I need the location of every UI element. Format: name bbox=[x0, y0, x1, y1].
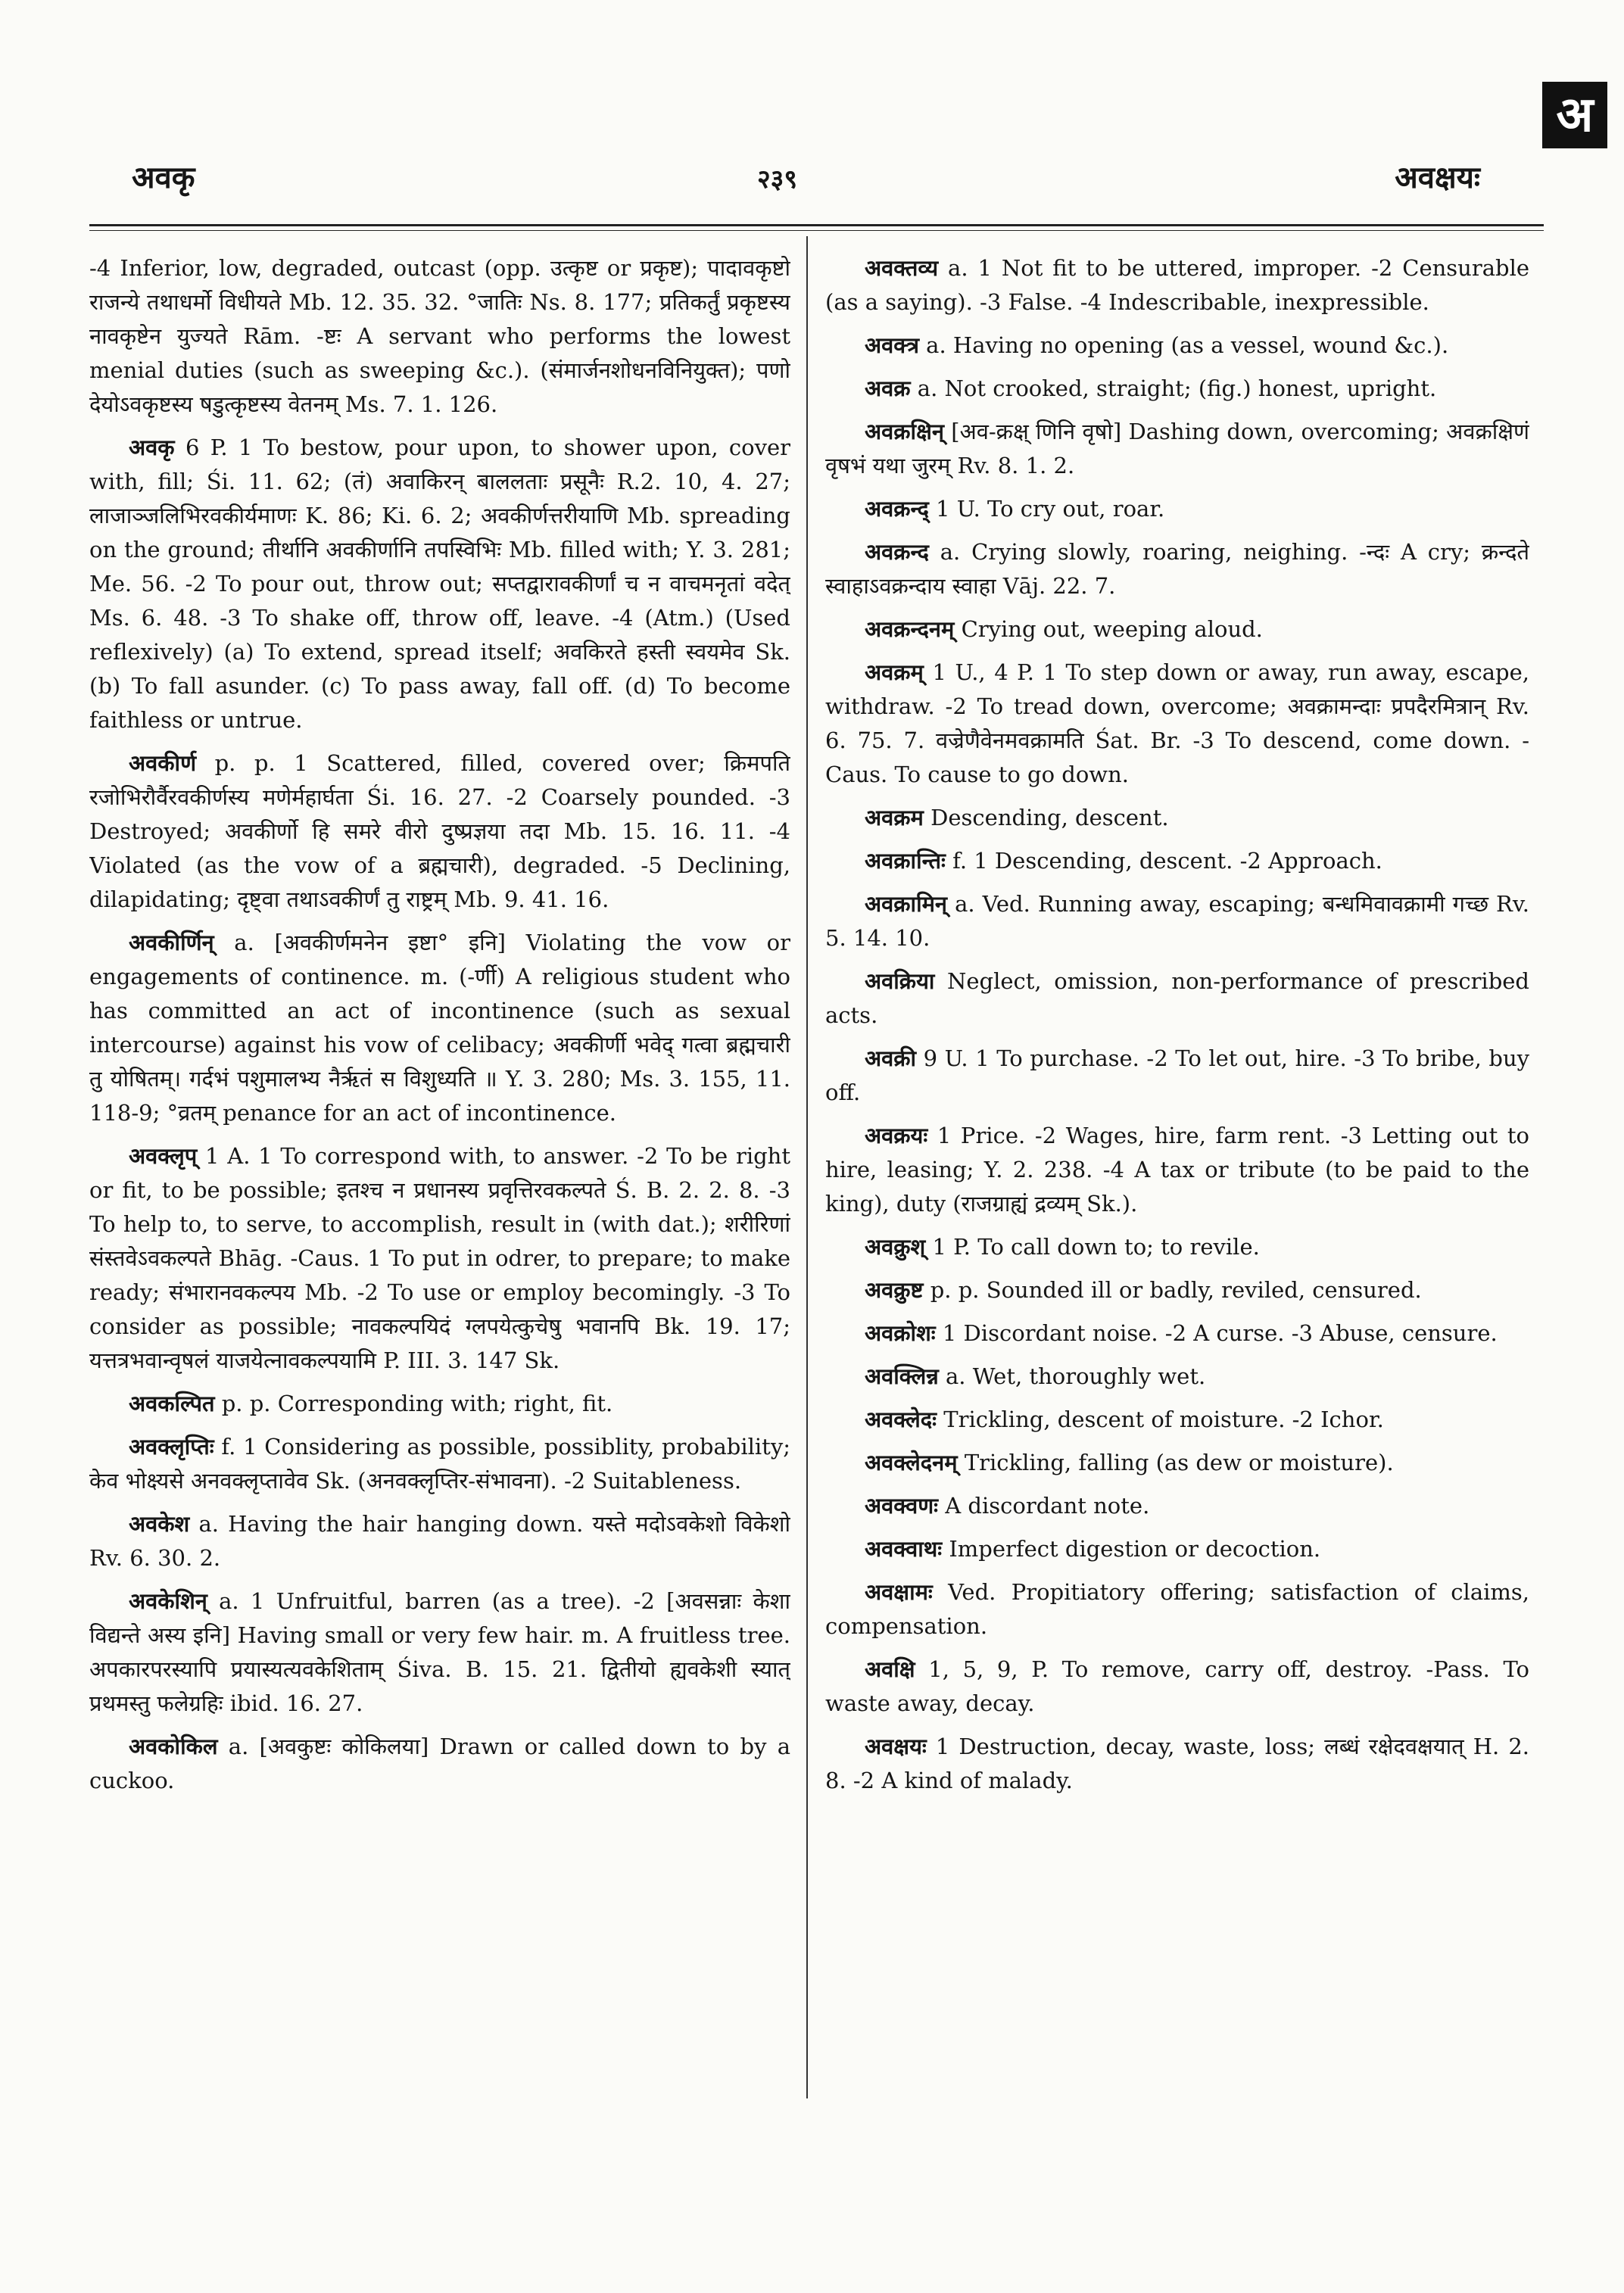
entry-definition: a. Not crooked, straight; (fig.) honest, upright. bbox=[917, 375, 1437, 401]
entry-definition: a. Having the hair hanging down. यस्ते मदोऽवकेशो विकेशो Rv. 6. 30. 2. bbox=[89, 1511, 790, 1571]
entry-definition: a. Having no opening (as a vessel, wound &c.). bbox=[926, 332, 1449, 358]
entry-headword: अवक्तव्य bbox=[865, 255, 939, 281]
entry-headword: अवकीर्णिन् bbox=[129, 930, 214, 955]
dictionary-entry bbox=[825, 535, 1529, 603]
dictionary-entry bbox=[825, 887, 1529, 955]
entry-definition: -4 Inferior, low, degraded, outcast (opp. उत्कृष्ट or प्रकृष्ट); पादावकृष्टो राजन्ये तथाधर्मो विधीयते Mb. 12. 35. 32. °जातिः Ns. 8. 177; प्रतिकर्तुं प्रकृष्टस्य नावकृष्टेन युज्यते Rām. -ष्टः A servant who performs the lowest menial duties (such as sweeping &c.). (संमार्जनशोधनविनियुक्त); पणो देयोऽवकृष्टस्य षडुत्कृष्टस्य वेतनम् Ms. 7. 1. 126. bbox=[89, 255, 790, 417]
entry-definition: 1 U. To cry out, roar. bbox=[936, 496, 1165, 522]
entry-headword: अवक्रान्तिः bbox=[865, 848, 946, 874]
dictionary-entry bbox=[825, 1446, 1529, 1480]
entry-headword: अवक्रन्द bbox=[865, 539, 929, 565]
entry-headword: अवक्षामः bbox=[865, 1579, 933, 1605]
entry-headword: अवक्षयः bbox=[865, 1734, 927, 1759]
header-left-guide-word: अवकृ bbox=[132, 160, 195, 195]
entry-definition: a. Crying slowly, roaring, neighing. -न्दः A cry; क्रन्दते स्वाहाऽवक्रन्दाय स्वाहा Vāj. 22. 7. bbox=[825, 539, 1529, 599]
dictionary-entry bbox=[89, 746, 790, 917]
entry-headword: अवकीर्ण bbox=[129, 750, 197, 776]
dictionary-entry bbox=[89, 1730, 790, 1798]
dictionary-entry bbox=[825, 964, 1529, 1033]
page-number: २३९ bbox=[757, 164, 798, 195]
entry-headword: अवक्रक्षिन् bbox=[865, 419, 944, 444]
entry-headword: अवकेशिन् bbox=[129, 1588, 207, 1614]
entry-definition: f. 1 Descending, descent. -2 Approach. bbox=[952, 848, 1382, 874]
entry-headword: अवक्वणः bbox=[865, 1493, 939, 1519]
entry-definition: a. Wet, thoroughly wet. bbox=[946, 1363, 1206, 1389]
entry-headword: अवक्वाथः bbox=[865, 1536, 943, 1562]
right-column bbox=[825, 251, 1529, 2114]
entry-definition: Trickling, falling (as dew or moisture). bbox=[964, 1450, 1394, 1475]
dictionary-entry bbox=[825, 1273, 1529, 1307]
entry-headword: अवकेश bbox=[129, 1511, 190, 1537]
entry-headword: अवक्लृप् bbox=[129, 1143, 198, 1169]
entry-definition: a. 1 Unfruitful, barren (as a tree). -2 [अवसन्नाः केशा विद्यन्ते अस्य इनि] Having small or very few hair. m. A fruitless tree. अपकारपरस्यापि प्रयास्यत्यवकेशिताम् Śiva. B. 15. 21. द्वितीयो ह्यवकेशी स्यात् प्रथमस्तु फलेग्रहिः ibid. 16. 27. bbox=[89, 1588, 790, 1716]
dictionary-entry bbox=[825, 1575, 1529, 1643]
entry-headword: अवकोकिल bbox=[129, 1734, 218, 1759]
entry-definition: 1 P. To call down to; to revile. bbox=[932, 1234, 1260, 1260]
entry-definition: p. p. 1 Scattered, filled, covered over; क्रिमपति रजोभिरौर्वैरवकीर्णस्य मणेर्महार्घता Śi. 16. 27. -2 Coarsely pounded. -3 Destroyed; अवकीर्णो हि समरे वीरो दुष्प्रज्ञया तदा Mb. 15. 16. 11. -4 Violated (as the vow of a ब्रह्मचारी), degraded. -5 Declining, dilapidating; दृष्ट्वा तथाऽवकीर्णं तु राष्ट्रम् Mb. 9. 41. 16. bbox=[89, 750, 790, 912]
entry-definition: Ved. Propitiatory offering; satisfaction of claims, compensation. bbox=[825, 1579, 1529, 1639]
entry-definition: a. 1 Not fit to be uttered, improper. -2 Censurable (as a saying). -3 False. -4 Indescribable, inexpressible. bbox=[825, 255, 1529, 315]
entry-definition: 1 U., 4 P. 1 To step down or away, run away, escape, withdraw. -2 To tread down, overcome; अवक्रामन्दाः प्रपदैरमित्रान् Rv. 6. 75. 7. वज्रेणैवेनमवक्रामति Śat. Br. -3 To descend, come down. -Caus. To cause to go down. bbox=[825, 659, 1529, 787]
entry-headword: अवक्रयः bbox=[865, 1123, 928, 1148]
dictionary-entry bbox=[825, 1489, 1529, 1523]
dictionary-entry bbox=[89, 926, 790, 1130]
entry-headword: अवकृ bbox=[129, 435, 175, 460]
entry-headword: अवक्लेदनम् bbox=[865, 1450, 958, 1475]
entry-definition: p. p. Sounded ill or badly, reviled, censured. bbox=[930, 1277, 1422, 1303]
entry-headword: अवक्लृप्तिः bbox=[129, 1434, 214, 1460]
entry-definition: p. p. Corresponding with; right, fit. bbox=[221, 1391, 613, 1416]
dictionary-entry bbox=[825, 656, 1529, 792]
entry-definition: A discordant note. bbox=[945, 1493, 1150, 1519]
entry-definition: Imperfect digestion or decoction. bbox=[949, 1536, 1321, 1562]
entry-definition: Neglect, omission, non-performance of prescribed acts. bbox=[825, 968, 1529, 1028]
entry-headword: अवक्रन्द् bbox=[865, 496, 929, 522]
entry-headword: अवक्लेदः bbox=[865, 1407, 937, 1432]
entry-headword: अवक्रिया bbox=[865, 968, 935, 994]
dictionary-entry bbox=[825, 1532, 1529, 1566]
entry-headword: अवक्रोशः bbox=[865, 1320, 936, 1346]
entry-definition: 1 Discordant noise. -2 A curse. -3 Abuse, censure. bbox=[942, 1320, 1498, 1346]
entry-headword: अवक्रुष्ट bbox=[865, 1277, 924, 1303]
left-column bbox=[89, 251, 790, 2114]
entry-definition: a. [अवकुष्टः कोकिलया] Drawn or called down to by a cuckoo. bbox=[89, 1734, 790, 1793]
dictionary-entry bbox=[825, 251, 1529, 319]
dictionary-entry bbox=[825, 372, 1529, 406]
entry-headword: अवक्षि bbox=[865, 1656, 915, 1682]
dictionary-entry bbox=[89, 1430, 790, 1498]
dictionary-entry bbox=[825, 1119, 1529, 1221]
header-rule-thin bbox=[89, 230, 1544, 231]
dictionary-entry bbox=[89, 1584, 790, 1721]
dictionary-entry bbox=[825, 844, 1529, 878]
dictionary-entry bbox=[825, 801, 1529, 835]
entry-definition: 1 Destruction, decay, waste, loss; लब्धं रक्षेदवक्षयात् H. 2. 8. -2 A kind of malady. bbox=[825, 1734, 1529, 1793]
dictionary-entry bbox=[825, 1316, 1529, 1351]
dictionary-entry bbox=[825, 1360, 1529, 1394]
entry-definition: [अव-क्रक्ष् णिनि वृषो] Dashing down, overcoming; अवक्रक्षिणं वृषभं यथा जुरम् Rv. 8. 1. 2. bbox=[825, 419, 1529, 478]
entry-headword: अवक्रम् bbox=[865, 659, 924, 685]
entry-definition: 6 P. 1 To bestow, pour upon, to shower upon, cover with, fill; Śi. 11. 62; (तं) अवाकिरन् बाललताः प्रसूनैः R.2. 10, 4. 27; लाजाञ्जलिभिरवकीर्यमाणः K. 86; Ki. 6. 2; अवकीर्णत्तरीयाणि Mb. spreading on the ground; तीर्थानि अवकीर्णानि तपस्विभिः Mb. filled with; Y. 3. 281; Me. 56. -2 To pour out, throw out; सप्तद्वारावकीर्णां च न वाचमनृतां वदेत् Ms. 6. 48. -3 To shake off, throw off, leave. -4 (Atm.) (Used reflexively) (a) To extend, spread itself; अवकिरते हस्ती स्वयमेव Sk. (b) To fall asunder. (c) To pass away, fall off. (d) To become faithless or untrue. bbox=[89, 435, 790, 733]
dictionary-entry bbox=[825, 1653, 1529, 1721]
entry-headword: अवक्त्र bbox=[865, 332, 919, 358]
entry-headword: अवकल्पित bbox=[129, 1391, 215, 1416]
dictionary-entry bbox=[825, 415, 1529, 483]
entry-definition: a. Ved. Running away, escaping; बन्धमिवावक्रामी गच्छ Rv. 5. 14. 10. bbox=[825, 891, 1529, 951]
column-divider bbox=[806, 236, 808, 2098]
dictionary-entry bbox=[89, 1139, 790, 1378]
entry-definition: Trickling, descent of moisture. -2 Ichor. bbox=[943, 1407, 1384, 1432]
header-rule-thick bbox=[89, 224, 1544, 226]
dictionary-entry bbox=[825, 612, 1529, 646]
entry-definition: Descending, descent. bbox=[930, 805, 1169, 830]
dictionary-entry bbox=[825, 492, 1529, 526]
dictionary-entry bbox=[825, 1403, 1529, 1437]
dictionary-entry bbox=[89, 431, 790, 737]
entry-definition: 1 A. 1 To correspond with, to answer. -2 To be right or fit, to be possible; इतश्च न प्रधानस्य प्रवृत्तिरवकल्पते Ś. B. 2. 2. 8. -3 To help to, to serve, to accomplish, result in (with dat.); शरीरिणां संस्तवेऽवकल्पते Bhāg. -Caus. 1 To put in odrer, to prepare; to make ready; संभारानवकल्पय Mb. -2 To use or employ becomingly. -3 To consider as possible; नावकल्पयिदं ग्लपयेत्कुचेषु भवानपि Bk. 19. 17; यत्तत्रभवान्वृषलं याजयेत्नावकल्पयामि P. III. 3. 147 Sk. bbox=[89, 1143, 790, 1373]
dictionary-entry bbox=[825, 1230, 1529, 1264]
entry-definition: f. 1 Considering as possible, possiblity, probability; केव भोक्ष्यसे अनवक्लृप्तावेव Sk. (अनवक्लृप्तिर-संभावना). -2 Suitableness. bbox=[89, 1434, 790, 1494]
thumb-index-tab: अ bbox=[1542, 82, 1607, 148]
entry-headword: अवक्लिन्न bbox=[865, 1363, 939, 1389]
header-right-guide-word: अवक्षयः bbox=[1395, 160, 1480, 195]
entry-definition: a. [अवकीर्णमनेन इष्टा° इनि] Violating the vow or engagements of continence. m. (-र्णी) A religious student who has committed an act of incontinence (such as sexual intercourse) against his vow of celibacy; अवकीर्णी भवेद् गत्वा ब्रह्मचारी तु योषितम्। गर्दभं पशुमालभ्य नैर्ऋतं स विशुध्यति ॥ Y. 3. 280; Ms. 3. 155, 11. 118-9; °व्रतम् penance for an act of incontinence. bbox=[89, 930, 790, 1126]
dictionary-entry bbox=[825, 329, 1529, 363]
entry-headword: अवक्रामिन् bbox=[865, 891, 948, 917]
entry-headword: अवक्रम bbox=[865, 805, 924, 830]
entry-headword: अवक्रन्दनम् bbox=[865, 616, 955, 642]
dictionary-entry bbox=[89, 251, 790, 422]
entry-headword: अवक्रुश् bbox=[865, 1234, 926, 1260]
dictionary-entry bbox=[825, 1730, 1529, 1798]
entry-definition: Crying out, weeping aloud. bbox=[961, 616, 1263, 642]
entry-headword: अवक्र bbox=[865, 375, 911, 401]
dictionary-entry bbox=[89, 1507, 790, 1575]
dictionary-entry bbox=[825, 1042, 1529, 1110]
dictionary-entry bbox=[89, 1387, 790, 1421]
entry-definition: 9 U. 1 To purchase. -2 To let out, hire. -3 To bribe, buy off. bbox=[825, 1045, 1529, 1105]
entry-definition: 1 Price. -2 Wages, hire, farm rent. -3 Letting out to hire, leasing; Y. 2. 238. -4 A tax or tribute (to be paid to the king), duty (राजग्राह्यं द्रव्यम् Sk.). bbox=[825, 1123, 1529, 1217]
entry-headword: अवक्री bbox=[865, 1045, 917, 1071]
entry-definition: 1, 5, 9, P. To remove, carry off, destroy. -Pass. To waste away, decay. bbox=[825, 1656, 1529, 1716]
